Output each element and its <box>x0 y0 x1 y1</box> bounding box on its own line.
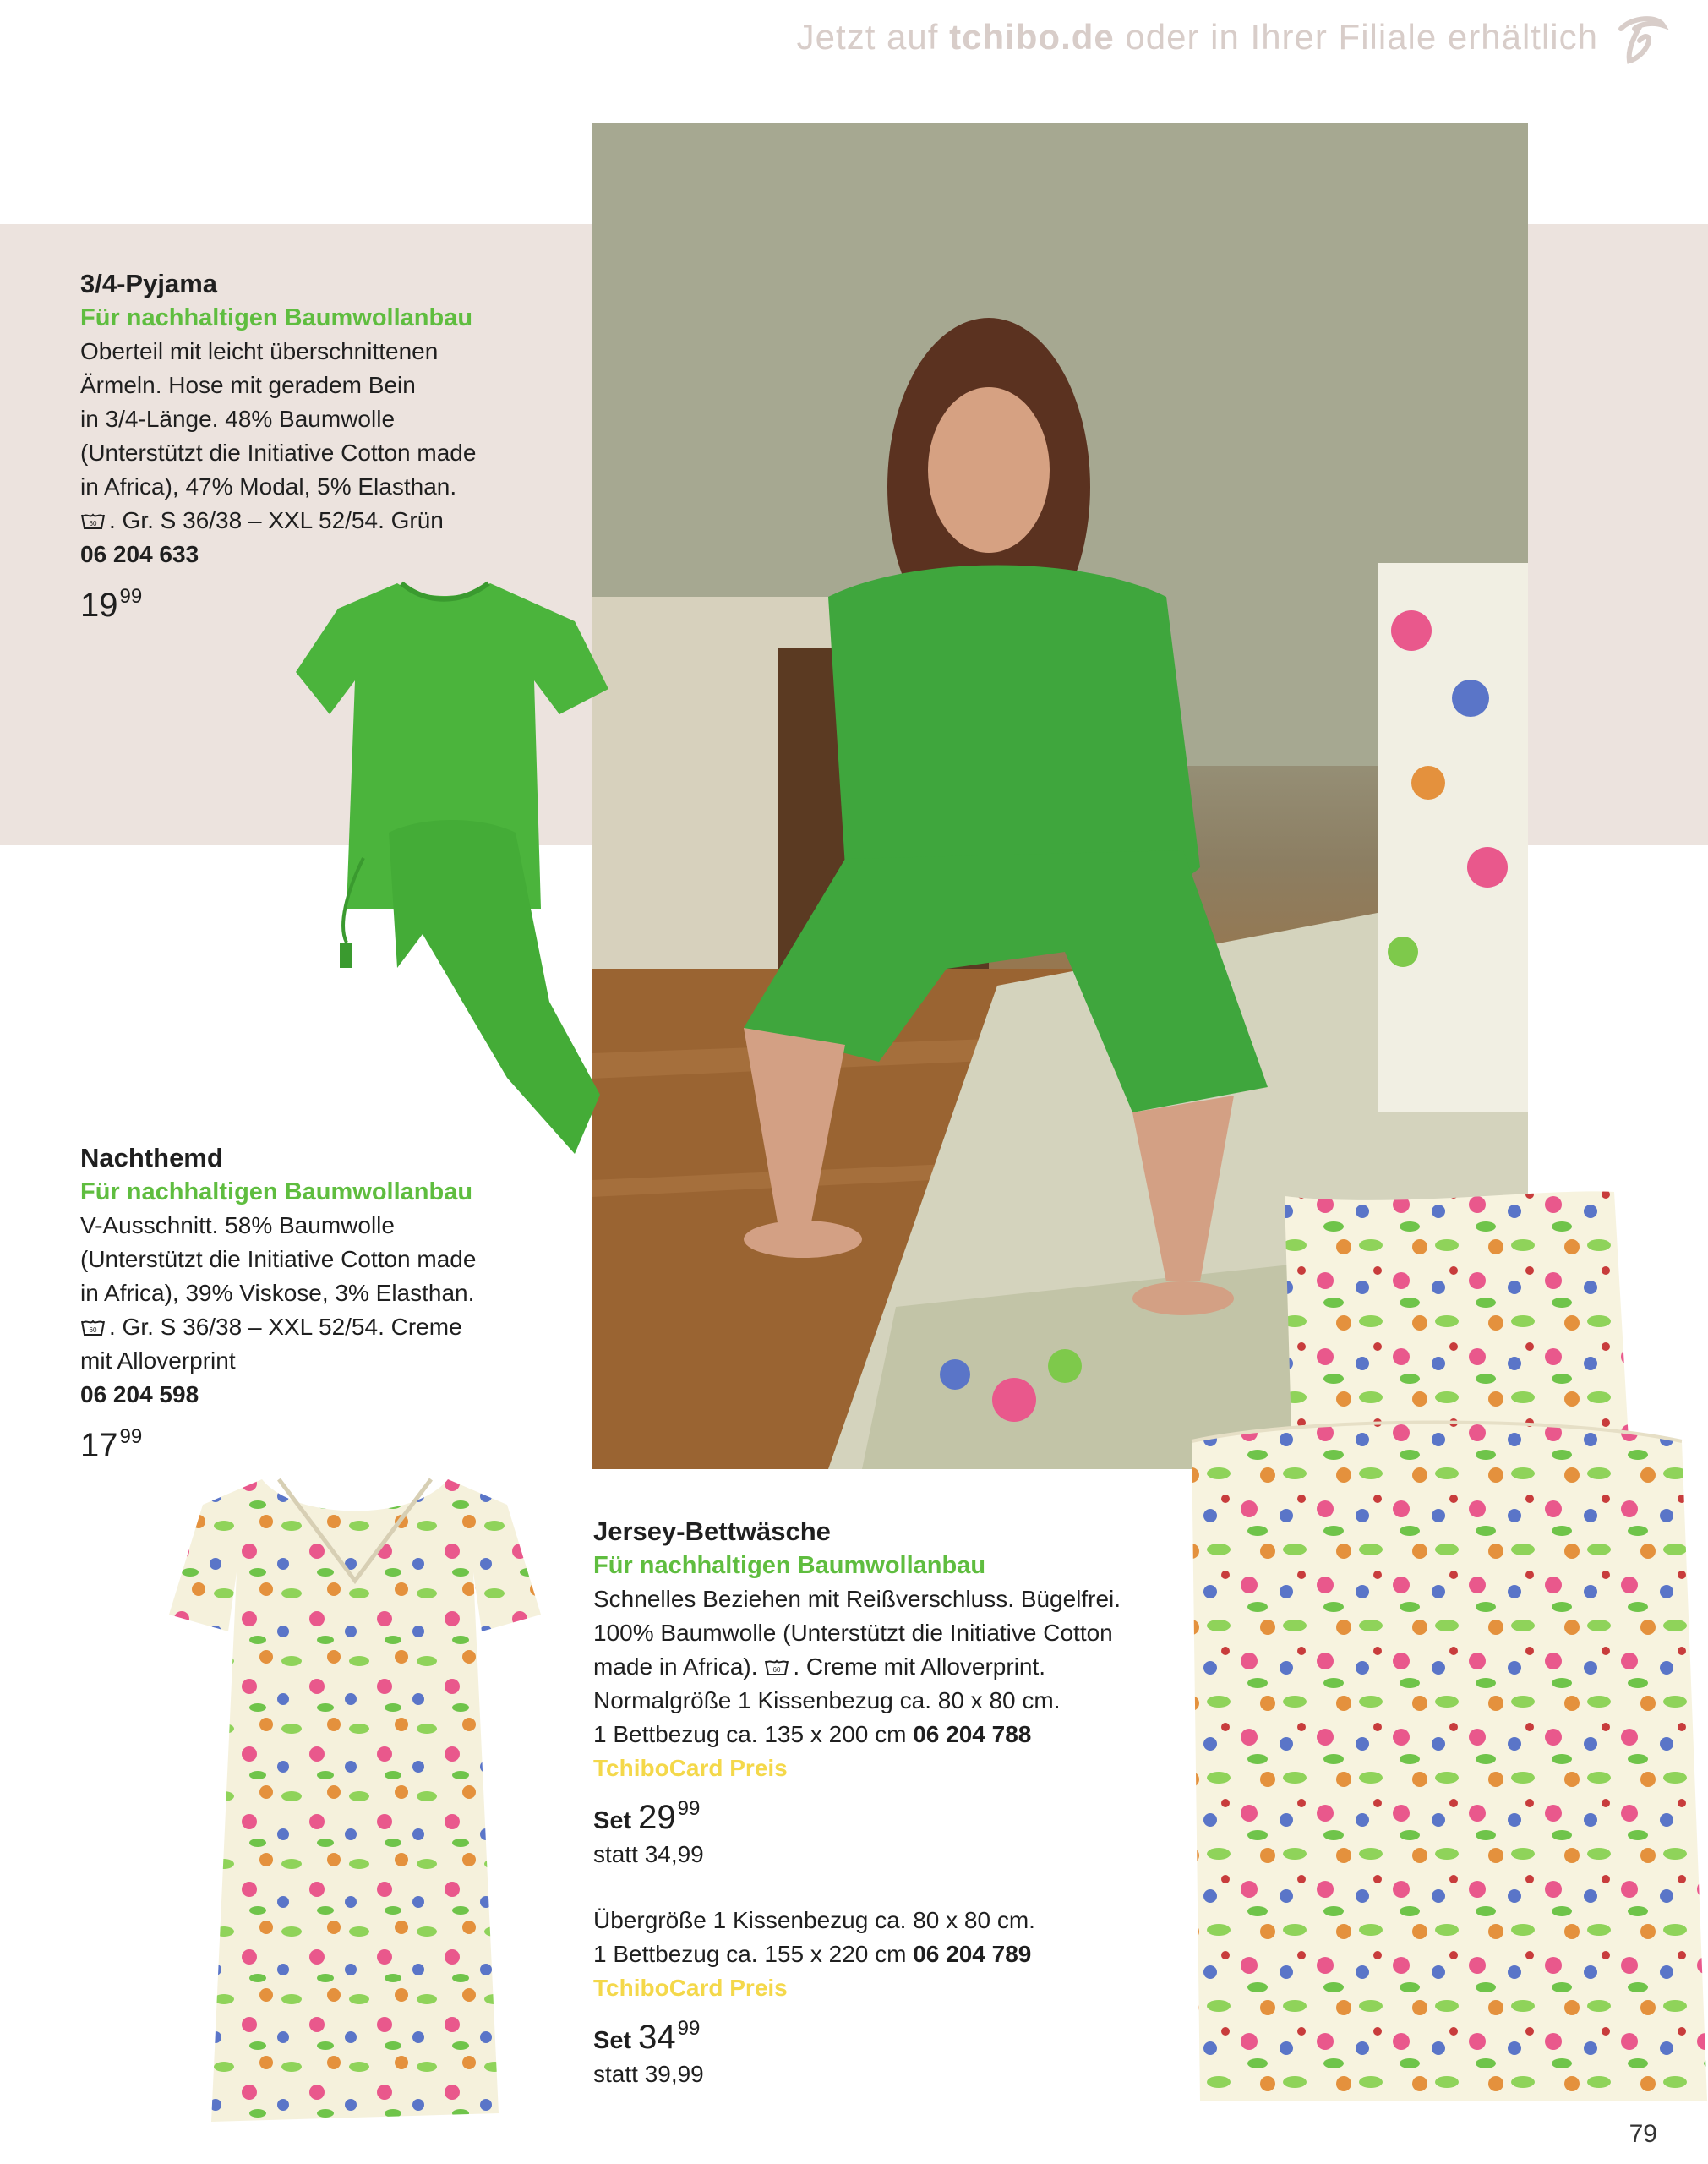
size-line-2 <box>593 1937 1168 1971</box>
product-tagline: Für nachhaltigen Baumwollanbau <box>80 304 473 331</box>
tagline-brand-link[interactable]: tchibo.de <box>949 17 1115 57</box>
product-description: Schnelles Beziehen mit Reißverschluss. Bügelfrei. 100% Baumwolle (Unterstützt die Initiative Cotton made in Africa). <box>593 1586 1121 1680</box>
care-text: . Creme mit Alloverprint. <box>793 1653 1046 1680</box>
svg-text:60: 60 <box>772 1666 781 1674</box>
size-normal <box>593 1684 1168 1872</box>
nightdress-product-image <box>169 1471 541 2130</box>
product-care-line <box>80 1310 587 1378</box>
size-line-2 <box>593 1718 1168 1751</box>
product-bedding <box>593 1515 1168 2091</box>
product-title: Nachthemd <box>80 1143 223 1172</box>
tagline-suffix: oder in Ihrer Filiale erhältlich <box>1114 17 1598 57</box>
product-nightdress <box>80 1141 587 1462</box>
product-description: V-Ausschnitt. 58% Baumwolle (Unterstützt die Initiative Cotton made in Africa), 39% Viskose, 3% Elasthan. <box>80 1212 477 1306</box>
tagline-prefix: Jetzt auf <box>796 17 950 57</box>
size-line-1: Übergröße 1 Kissenbezug ca. 80 x 80 cm. <box>593 1907 1035 1933</box>
wash-60-icon <box>80 1318 106 1338</box>
set-price <box>593 2012 1168 2057</box>
product-care-line <box>758 1653 1046 1680</box>
article-number: 06 204 789 <box>913 1941 1032 1967</box>
size-oversize <box>593 1904 1168 2091</box>
price-main: 34 <box>638 2019 676 2056</box>
page-number: 79 <box>1629 2120 1657 2148</box>
price-cents: 99 <box>677 2017 701 2040</box>
svg-text:60: 60 <box>89 1326 97 1334</box>
product-tagline: Für nachhaltigen Baumwollanbau <box>593 1552 986 1579</box>
bedding-product-image <box>1158 1188 1708 2105</box>
set-label: Set <box>593 2027 632 2054</box>
price <box>80 1420 587 1462</box>
article-number: 06 204 633 <box>80 541 199 567</box>
pyjama-product-image <box>296 571 630 1162</box>
price-main: 29 <box>638 1799 676 1836</box>
svg-text:60: 60 <box>89 520 97 527</box>
product-pyjama <box>80 267 587 622</box>
wash-60-icon <box>80 511 106 532</box>
price-cents: 99 <box>119 1425 143 1448</box>
care-text: . Gr. S 36/38 – XXL 52/54. Grün <box>109 507 444 533</box>
price-cents: 99 <box>677 1797 701 1820</box>
care-text: . Gr. S 36/38 – XXL 52/54. Creme mit Alloverprint <box>80 1314 462 1374</box>
was-price: statt 39,99 <box>593 2061 704 2087</box>
price-main: 19 <box>80 587 118 624</box>
size-dimensions: 1 Bettbezug ca. 155 x 220 cm <box>593 1941 914 1967</box>
article-number: 06 204 598 <box>80 1381 199 1407</box>
wash-60-icon <box>764 1658 789 1678</box>
tchibo-logo-icon <box>1611 10 1670 69</box>
product-description: Oberteil mit leicht überschnittenen Ärmeln. Hose mit geradem Bein in 3/4-Länge. 48% Baumwolle (Unterstützt die Initiative Cotton made in Africa), 47% Modal, 5% Elasthan. <box>80 338 477 500</box>
tchibocard-label: TchiboCard Preis <box>593 1975 788 2001</box>
size-dimensions: 1 Bettbezug ca. 135 x 200 cm <box>593 1721 914 1747</box>
size-line-1: Normalgröße 1 Kissenbezug ca. 80 x 80 cm. <box>593 1687 1061 1713</box>
tchibocard-label: TchiboCard Preis <box>593 1755 788 1781</box>
product-title: Jersey-Bettwäsche <box>593 1516 831 1546</box>
article-number: 06 204 788 <box>913 1721 1032 1747</box>
product-care-line <box>80 504 587 538</box>
product-title: 3/4-Pyjama <box>80 269 217 298</box>
was-price: statt 34,99 <box>593 1841 704 1867</box>
set-price <box>593 1792 1168 1838</box>
price-cents: 99 <box>119 585 143 608</box>
header-tagline <box>797 17 1598 57</box>
set-label: Set <box>593 1807 632 1834</box>
price-main: 17 <box>80 1427 118 1464</box>
product-tagline: Für nachhaltigen Baumwollanbau <box>80 1178 473 1205</box>
